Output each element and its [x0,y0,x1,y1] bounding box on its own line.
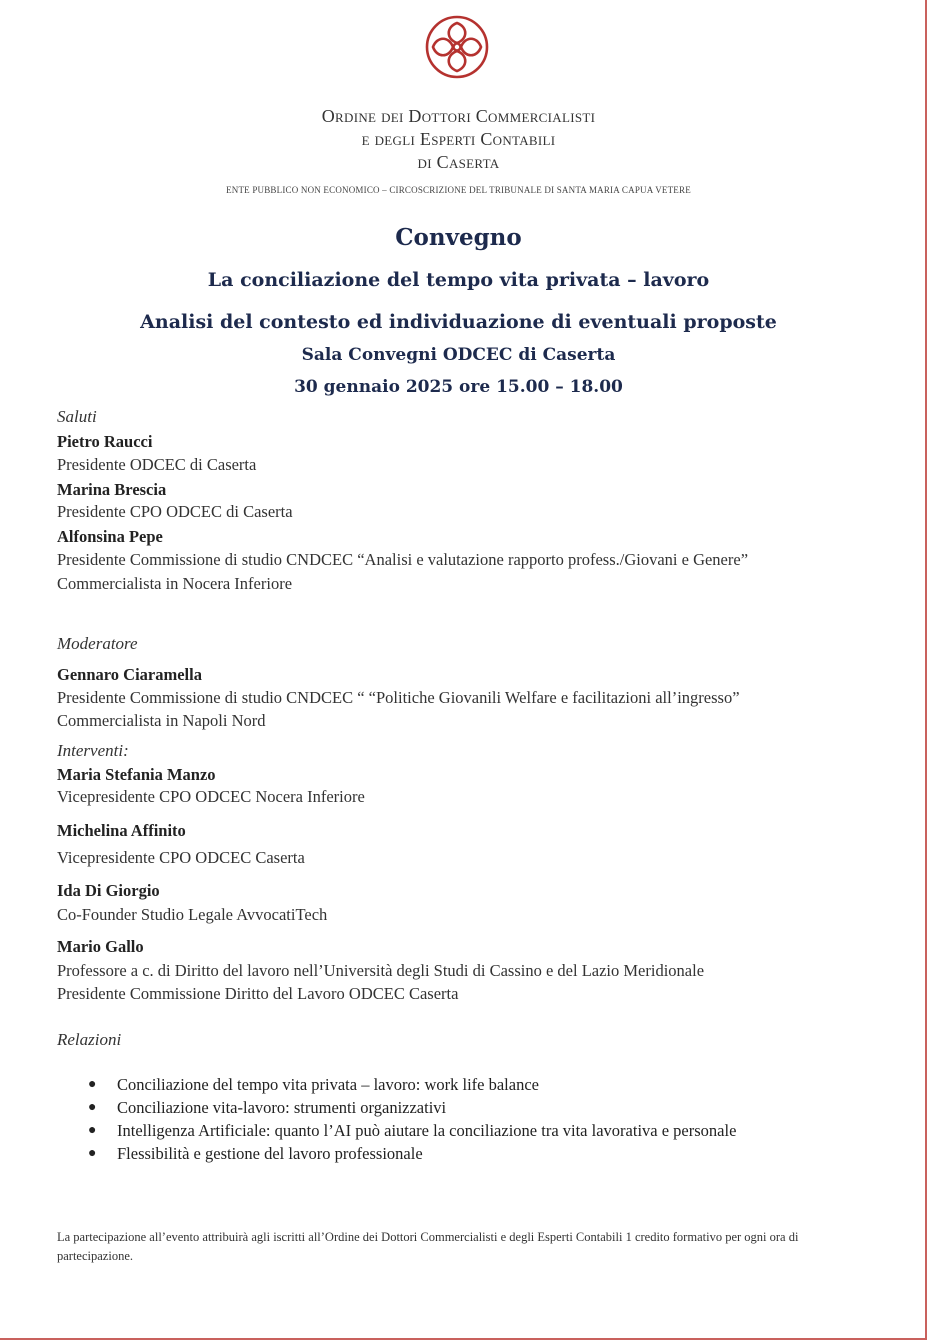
org-name-line1: Ordine dei Dottori Commercialisti [321,106,596,126]
speaker-role: Presidente ODCEC di Caserta [57,455,257,474]
bullet-icon: ● [88,1077,97,1092]
event-venue: Sala Convegni ODCEC di Caserta [301,345,616,365]
speaker-role-secondary: Presidente Commissione Diritto del Lavoro ODCEC Caserta [57,984,459,1003]
section-heading-moderatore: Moderatore [57,634,138,653]
topic-text: Conciliazione vita-lavoro: strumenti organizzativi [117,1098,447,1117]
org-subtitle: ENTE PUBBLICO NON ECONOMICO – CIRCOSCRIZIONE DEL TRIBUNALE DI SANTA MARIA CAPUA VETERE [226,185,691,195]
section-heading-interventi: Interventi: [57,741,129,760]
topic-text: Flessibilità e gestione del lavoro professionale [117,1144,423,1163]
speaker-role: Vicepresidente CPO ODCEC Caserta [57,848,305,867]
footer-note: La partecipazione all’evento attribuirà agli iscritti all’Ordine dei Dottori Commercialisti e degli Esperti Contabili 1 credito formativo per ogni ora di partecipazione. [57,1230,799,1263]
moderator-name: Gennaro Ciaramella [57,665,202,684]
moderator-role-secondary: Commercialista in Napoli Nord [57,711,266,730]
org-name-line2: e degli Esperti Contabili [361,129,556,149]
speaker-role-secondary: Commercialista in Nocera Inferiore [57,574,293,593]
odcec-emblem-icon [424,14,490,80]
speaker-name: Marina Brescia [57,480,167,499]
speaker-name: Mario Gallo [57,937,144,956]
speaker-name: Ida Di Giorgio [57,881,160,900]
org-name-line3: di Caserta [417,152,500,172]
bullet-icon: ● [88,1123,97,1138]
speaker-name: Pietro Raucci [57,432,153,451]
event-subtitle: Analisi del contesto ed individuazione di eventuali proposte [140,311,777,333]
speaker-name: Maria Stefania Manzo [57,765,216,784]
section-heading-relazioni: Relazioni [57,1030,122,1049]
topic-text: Conciliazione del tempo vita privata – lavoro: work life balance [117,1075,539,1094]
speaker-role: Vicepresidente CPO ODCEC Nocera Inferiore [57,787,365,806]
speaker-name: Michelina Affinito [57,821,186,840]
speaker-role: Professore a c. di Diritto del lavoro nell’Università degli Studi di Cassino e del Lazio Meridionale [57,961,705,980]
event-date: 30 gennaio 2025 ore 15.00 – 18.00 [294,377,623,397]
speaker-role: Presidente Commissione di studio CNDCEC “Analisi e valutazione rapporto profess./Giovani e Genere” [57,550,749,569]
bullet-icon: ● [88,1146,97,1161]
moderator-role: Presidente Commissione di studio CNDCEC “ “Politiche Giovanili Welfare e facilitazioni all’ingresso” [57,688,740,707]
bullet-icon: ● [88,1100,97,1115]
speaker-name: Alfonsina Pepe [57,527,163,546]
speaker-role: Presidente CPO ODCEC di Caserta [57,502,293,521]
speaker-role: Co-Founder Studio Legale AvvocatiTech [57,905,328,924]
event-title: La conciliazione del tempo vita privata – lavoro [207,269,710,291]
event-type: Convegno [395,224,522,251]
topic-text: Intelligenza Artificiale: quanto l’AI può aiutare la conciliazione tra vita lavorativa e personale [117,1121,737,1140]
section-heading-saluti: Saluti [57,407,97,426]
